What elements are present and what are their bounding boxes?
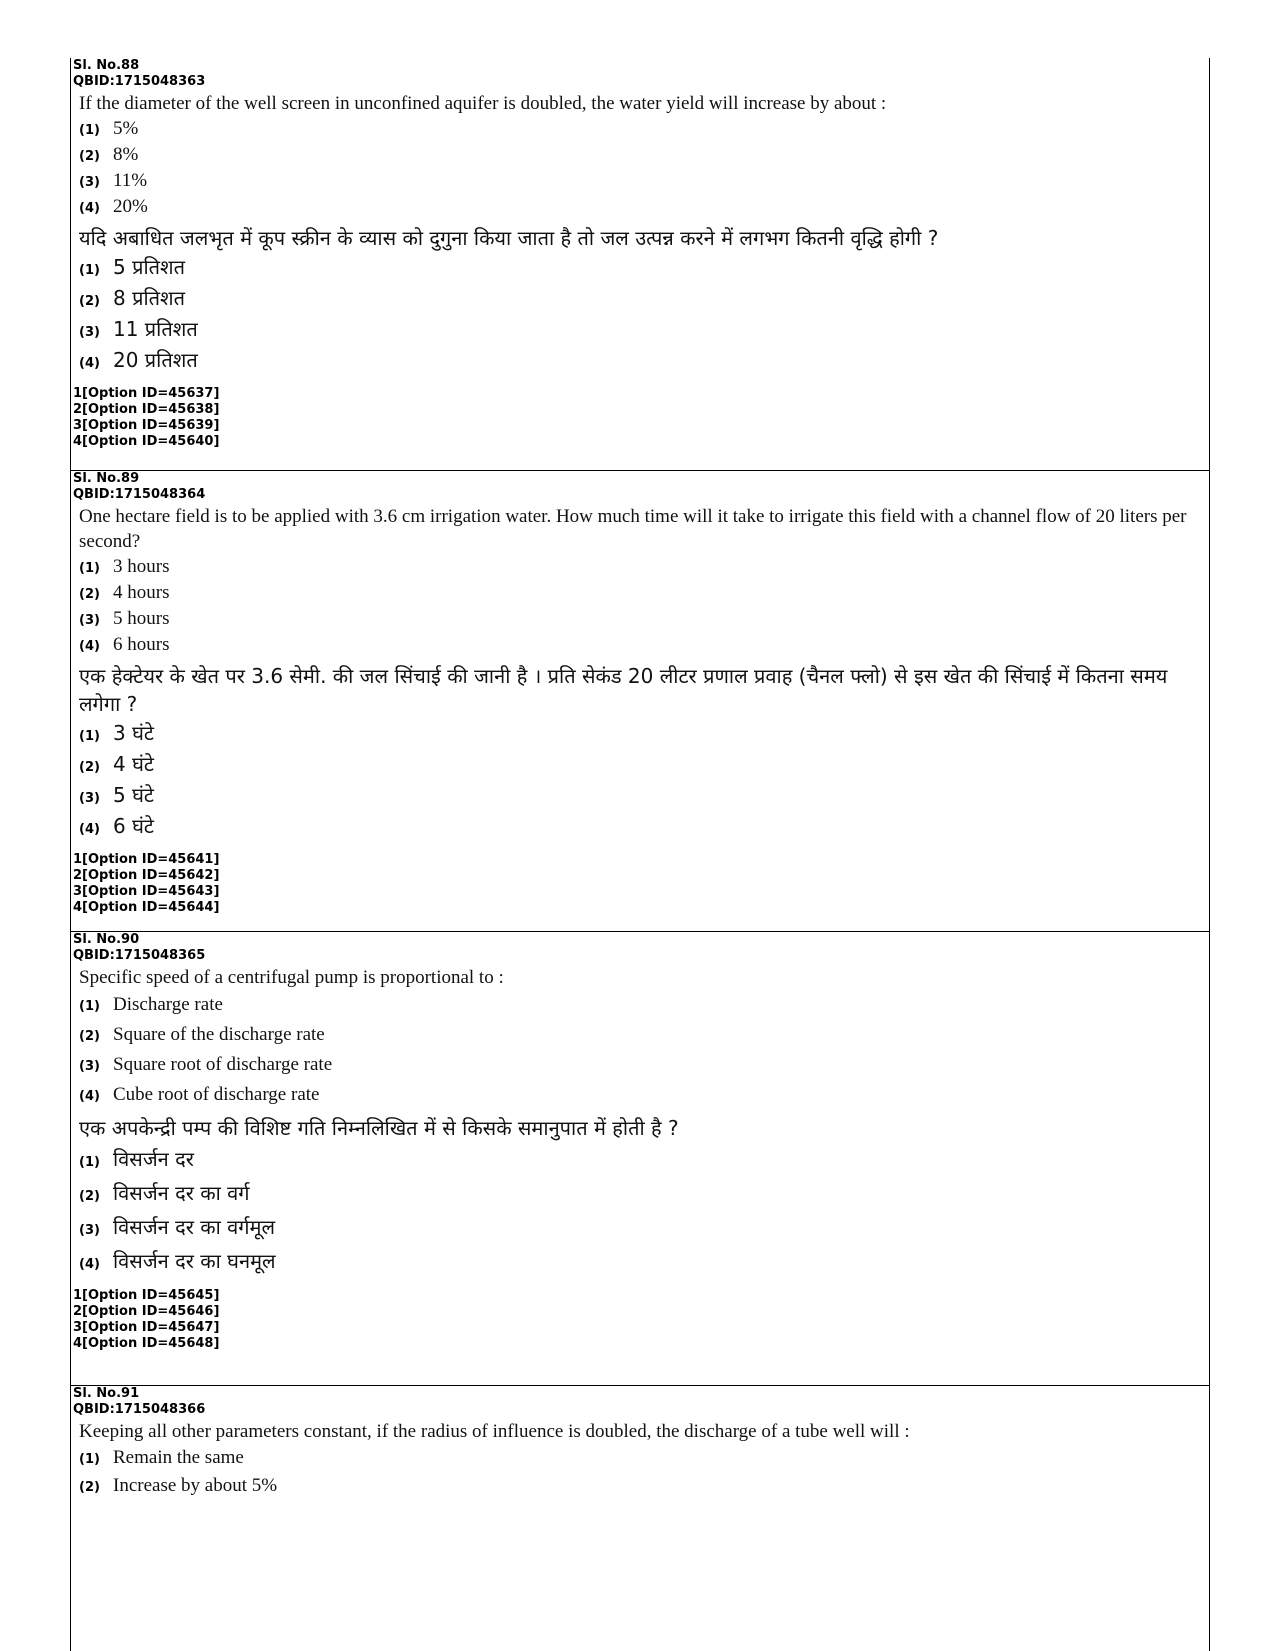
option-id: 4[Option ID=45640] xyxy=(73,434,220,449)
serial-number: Sl. No.90 xyxy=(73,932,140,947)
option-hindi: (2) विसर्जन दर का वर्ग xyxy=(79,1181,250,1205)
option-english: (2) 4 hours xyxy=(79,582,170,603)
option-english: (2) 8% xyxy=(79,144,139,165)
option-id: 4[Option ID=45648] xyxy=(73,1336,220,1351)
option-english: (3) 11% xyxy=(79,170,148,191)
qbid: QBID:1715048364 xyxy=(73,487,206,502)
qbid: QBID:1715048365 xyxy=(73,948,206,963)
question-paper-page xyxy=(70,58,1210,1651)
question-text-english: Keeping all other parameters constant, if the radius of influence is doubled, the discharge of a tube well will : xyxy=(79,1421,910,1442)
serial-number: Sl. No.89 xyxy=(73,471,140,486)
question-text-hindi: एक हेक्टेयर के खेत पर 3.6 सेमी. की जल सिंचाई की जानी है । प्रति सेकंड 20 लीटर प्रणाल प्रवाह (चैनल फ्लो) से इस खेत की सिंचाई में कितना समय लगेगा ? xyxy=(79,664,1168,716)
qbid: QBID:1715048363 xyxy=(73,74,206,89)
option-id: 1[Option ID=45637] xyxy=(73,386,220,401)
option-english: (1) Remain the same xyxy=(79,1447,244,1468)
option-id-list xyxy=(71,852,1209,916)
option-hindi: (1) विसर्जन दर xyxy=(79,1147,194,1171)
option-english: (1) 5% xyxy=(79,118,139,139)
option-id: 3[Option ID=45647] xyxy=(73,1320,220,1335)
option-id: 4[Option ID=45644] xyxy=(73,900,220,915)
option-english: (1) 3 hours xyxy=(79,556,170,577)
option-english: (2) Square of the discharge rate xyxy=(79,1024,325,1045)
qbid: QBID:1715048366 xyxy=(73,1402,206,1417)
question-text-english: Specific speed of a centrifugal pump is proportional to : xyxy=(79,967,504,988)
option-english: (2) Increase by about 5% xyxy=(79,1475,278,1496)
option-english: (4) Cube root of discharge rate xyxy=(79,1084,320,1105)
option-id: 3[Option ID=45643] xyxy=(73,884,220,899)
question-block-90 xyxy=(71,932,1209,1386)
question-block-91 xyxy=(71,1386,1209,1651)
option-id: 2[Option ID=45642] xyxy=(73,868,220,883)
option-id: 2[Option ID=45646] xyxy=(73,1304,220,1319)
question-text-english: If the diameter of the well screen in unconfined aquifer is doubled, the water yield will increase by about : xyxy=(79,93,887,114)
option-id: 2[Option ID=45638] xyxy=(73,402,220,417)
option-hindi: (2) 4 घंटे xyxy=(79,752,154,776)
question-text-hindi: एक अपकेन्द्री पम्प की विशिष्ट गति निम्नलिखित में से किसके समानुपात में होती है ? xyxy=(79,1116,679,1140)
option-english: (4) 6 hours xyxy=(79,634,170,655)
option-english: (3) 5 hours xyxy=(79,608,170,629)
option-english: (1) Discharge rate xyxy=(79,994,223,1015)
option-id-list xyxy=(71,386,1209,450)
option-hindi: (3) 11 प्रतिशत xyxy=(79,317,198,341)
option-hindi: (4) 20 प्रतिशत xyxy=(79,348,198,372)
option-hindi: (4) 6 घंटे xyxy=(79,814,154,838)
option-hindi: (1) 5 प्रतिशत xyxy=(79,255,186,279)
option-hindi: (4) विसर्जन दर का घनमूल xyxy=(79,1249,276,1273)
option-hindi: (3) विसर्जन दर का वर्गमूल xyxy=(79,1215,276,1239)
option-id: 1[Option ID=45645] xyxy=(73,1288,220,1303)
option-hindi: (3) 5 घंटे xyxy=(79,783,154,807)
option-id: 1[Option ID=45641] xyxy=(73,852,220,867)
option-id-list xyxy=(71,1288,1209,1352)
option-english: (4) 20% xyxy=(79,196,148,217)
question-block-88 xyxy=(71,58,1209,471)
option-hindi: (1) 3 घंटे xyxy=(79,721,154,745)
question-text-hindi: यदि अबाधित जलभृत में कूप स्क्रीन के व्यास को दुगुना किया जाता है तो जल उत्पन्न करने में लगभग कितनी वृद्धि होगी ? xyxy=(79,226,939,250)
option-hindi: (2) 8 प्रतिशत xyxy=(79,286,186,310)
option-english: (3) Square root of discharge rate xyxy=(79,1054,333,1075)
serial-number: Sl. No.88 xyxy=(73,58,140,73)
option-id: 3[Option ID=45639] xyxy=(73,418,220,433)
question-text-english: One hectare field is to be applied with 3.6 cm irrigation water. How much time will it take to irrigate this field with a channel flow of 20 liters per second? xyxy=(79,506,1187,552)
question-block-89 xyxy=(71,471,1209,932)
serial-number: Sl. No.91 xyxy=(73,1386,140,1401)
